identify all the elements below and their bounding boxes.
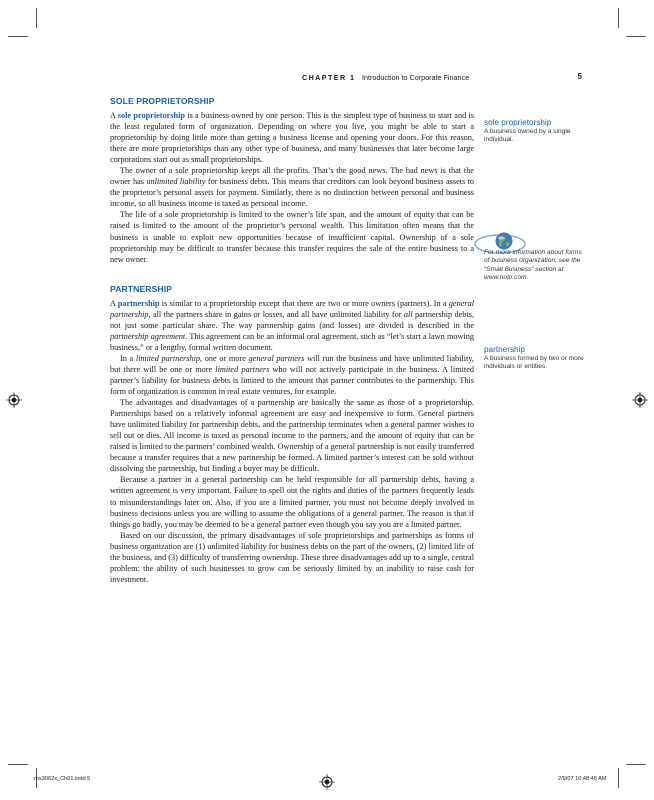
- paragraph: The life of a sole proprietorship is limited to the owner’s life span, and the amount of equity that can be raised is limited to the amount of the proprietor’s personal wealth. This limitation often means that the business is unable to exploit new opportunities because of insufficient capital. Ownership of a sole proprietorship may be difficult to transfer because this transfer requires the sale of the entire business to a new owner.: [110, 210, 474, 264]
- crop-mark: [618, 8, 619, 28]
- crop-mark: [8, 764, 28, 765]
- footer-timestamp: 2/9/07 10:48:48 AM: [558, 776, 607, 782]
- crop-mark: [626, 764, 646, 765]
- key-term: sole proprietorship: [117, 111, 185, 120]
- web-note: For more information about forms of business organization, see the “Small Business” section at www.nolo.com.: [484, 249, 582, 282]
- margin-term: sole proprietorship: [484, 118, 552, 127]
- section-heading-sole-proprietorship: SOLE PROPRIETORSHIP: [110, 96, 215, 106]
- paragraph: Based on our discussion, the primary disadvantages of sole proprietorships and partnerships as forms of business organization are (1) unlimited liability for business debts on the part of the owners, (2) limited life of the business, and (3) difficulty of transferring ownership. These three disadvantages add up to a single, central problem: the ability of such businesses to grow can be seriously limited by an inability to raise cash for investment.: [110, 530, 474, 584]
- margin-term: partnership: [484, 345, 525, 354]
- margin-definition: A business formed by two or more individuals or entities.: [484, 355, 584, 371]
- paragraph: The owner of a sole proprietorship keeps all the profits. That’s the good news. The bad news is that the owner has unlimited liability for business debts. This means that creditors can look beyond business assets to the proprietor’s personal assets for payment. Similarly, there is no distinction between personal and business income, so all business income is taxed as personal income.: [110, 166, 474, 209]
- paragraph: In a limited partnership, one or more general partners will run the business and have unlimited liability, but there will be one or more limited partners who will not actively participate in the business. A limited partner’s liability for business debts is limited to the amount that partner contributes to the partnership. This form of organization is common in real estate ventures, for example.: [110, 353, 475, 397]
- crop-mark: [618, 768, 619, 788]
- chapter-title: Introduction to Corporate Finance: [362, 73, 470, 82]
- margin-definition-sole-proprietorship: [484, 118, 584, 145]
- crop-mark: [626, 36, 646, 37]
- footer-file-slug: ros3062x_Ch01.indd 5: [34, 776, 91, 782]
- running-header: [110, 73, 582, 85]
- crop-mark: [8, 36, 28, 37]
- crop-mark: [36, 8, 37, 28]
- paragraph: A partnership is similar to a proprietorship except that there are two or more owners (partners). In a general partnership, all the partners share in gains or losses, and all have unlimited liability for all partnership debts, not just some particular share. The way partnership gains (and losses) are divided is described in the partnership agreement. This agreement can be an informal oral agreement, such as “let’s start a lawn mowing business,” or a lengthy, formal written document.: [110, 298, 475, 352]
- registration-mark-icon: [6, 392, 22, 408]
- margin-definition: A business owned by a single individual.: [484, 128, 571, 144]
- section-heading-partnership: PARTNERSHIP: [110, 283, 173, 294]
- chapter-label: CHAPTER 1: [302, 73, 356, 82]
- paragraph: Because a partner in a general partnership can be held responsible for all partnership debts, having a written agreement is very important. Failure to spell out the rights and duties of the partners frequently leads to misunderstandings later on. Also, if you are a limited partner, you must not become deeply involved in business decisions unless you are willing to assume the obligations of a general partner. The reason is that if things go badly, you may be deemed to be a general partner even though you say you are a limited partner.: [110, 475, 474, 529]
- registration-mark-icon: [632, 392, 648, 408]
- page-number: 5: [577, 72, 582, 81]
- main-column: [110, 96, 474, 585]
- paragraph: The advantages and disadvantages of a partnership are basically the same as those of a proprietorship. Partnerships based on a relatively informal agreement are easy and inexpensive to form. General partners have unlimited liability for partnership debts, and the partnership terminates when a general partner wishes to sell out or dies. All income is taxed as personal income to the partners, and the amount of equity that can be raised is limited to the partners’ combined wealth. Ownership of a general partnership is not easily transferred because a transfer requires that a new partnership be formed. A limited partner’s interest can be sold without dissolving the partnership, but finding a buyer may be difficult.: [110, 398, 474, 474]
- margin-definition-partnership: [484, 345, 584, 372]
- paragraph: A sole proprietorship is a business owned by one person. This is the simplest type of business to start and is the least regulated form of organization. Depending on where you live, you might be able to start a proprietorship by doing little more than getting a business license and opening your doors. For this reason, there are more proprietorships than any other type of business, and many businesses that later become large corporations start out as small proprietorships.: [110, 111, 474, 165]
- registration-mark-icon: [319, 774, 335, 790]
- key-term: partnership: [117, 298, 160, 308]
